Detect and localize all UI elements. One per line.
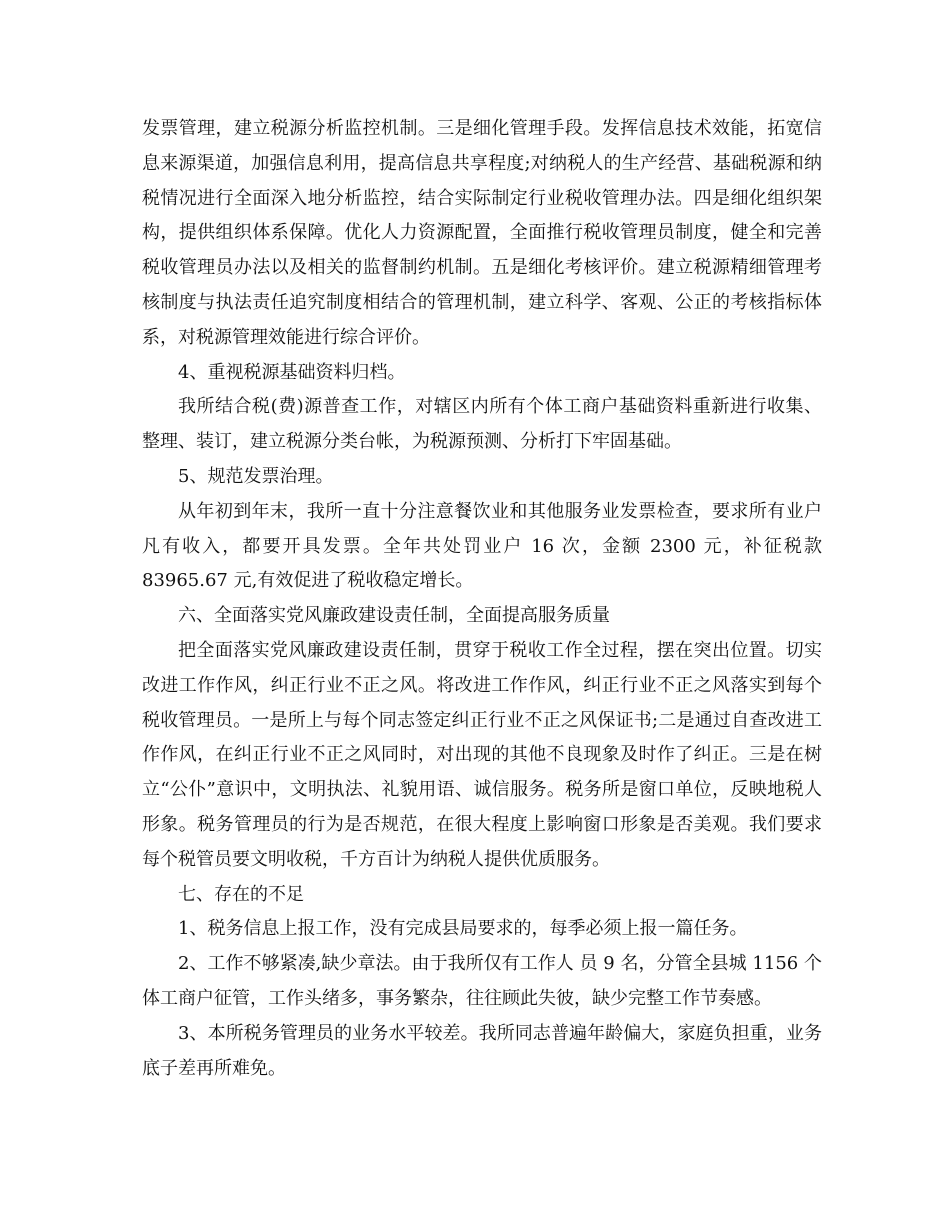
list-item-shortcoming-1: 1、税务信息上报工作，没有完成县局要求的，每季必须上报一篇任务。 bbox=[178, 918, 748, 940]
section-heading-invoice: 5、规范发票治理。 bbox=[178, 465, 334, 487]
list-item-shortcoming-2: 2、工作不够紧凑,缺少章法。由于我所仅有工作人 员 9 名，分管全县城 1156 个体工商户征管，工作头绪多，事务繁杂，往往顾此失彼，缺少完整工作节奏感。 bbox=[142, 953, 822, 1009]
paragraph-party-conduct: 把全面落实党风廉政建设责任制，贯穿于税收工作全过程，摆在突出位置。切实改进工作作风，纠正行业不正之风。将改进工作作风，纠正行业不正之风落实到每个税收管理员。一是所上与每个同志签定纠正行业不正之风保证书;二是通过自查改进工作作风，在纠正行业不正之风同时，对出现的其他不良现象及时作了纠正。三是在树立“公仆”意识中，文明执法、礼貌用语、诚信服务。税务所是窗口单位，反映地税人形象。税务管理员的行为是否规范，在很大程度上影响窗口形象是否美观。我们要求每个税管员要文明收税，千方百计为纳税人提供优质服务。 bbox=[142, 639, 822, 870]
paragraph-continuation: 发票管理，建立税源分析监控机制。三是细化管理手段。发挥信息技术效能，拓宽信息来源渠道，加强信息利用，提高信息共享程度;对纳税人的生产经营、基础税源和纳税情况进行全面深入地分析监控，结合实际制定行业税收管理办法。四是细化组织架构，提供组织体系保障。优化人力资源配置，全面推行税收管理员制度，健全和完善税收管理员办法以及相关的监督制约机制。五是细化考核评价。建立税源精细管理考核制度与执法责任追究制度相结合的管理机制，建立科学、客观、公正的考核指标体系，对税源管理效能进行综合评价。 bbox=[142, 118, 822, 348]
section-heading-shortcomings: 七、存在的不足 bbox=[178, 883, 304, 905]
section-heading-archiving: 4、重视税源基础资料归档。 bbox=[178, 361, 406, 383]
paragraph-invoice: 从年初到年末，我所一直十分注意餐饮业和其他服务业发票检查，要求所有业户凡有收入，都要开具发票。全年共处罚业户 16 次，金额 2300 元，补征税款83965.67 元,有效促进了税收稳定增长。 bbox=[142, 500, 822, 592]
section-heading-party-conduct: 六、全面落实党风廉政建设责任制，全面提高服务质量 bbox=[178, 605, 610, 627]
list-item-shortcoming-3: 3、本所税务管理员的业务水平较差。我所同志普遍年龄偏大，家庭负担重，业务底子差再所难免。 bbox=[142, 1022, 822, 1079]
document-body bbox=[142, 112, 822, 1086]
paragraph-archiving: 我所结合税(费)源普查工作，对辖区内所有个体工商户基础资料重新进行收集、整理、装订，建立税源分类台帐，为税源预测、分析打下牢固基础。 bbox=[142, 396, 822, 453]
